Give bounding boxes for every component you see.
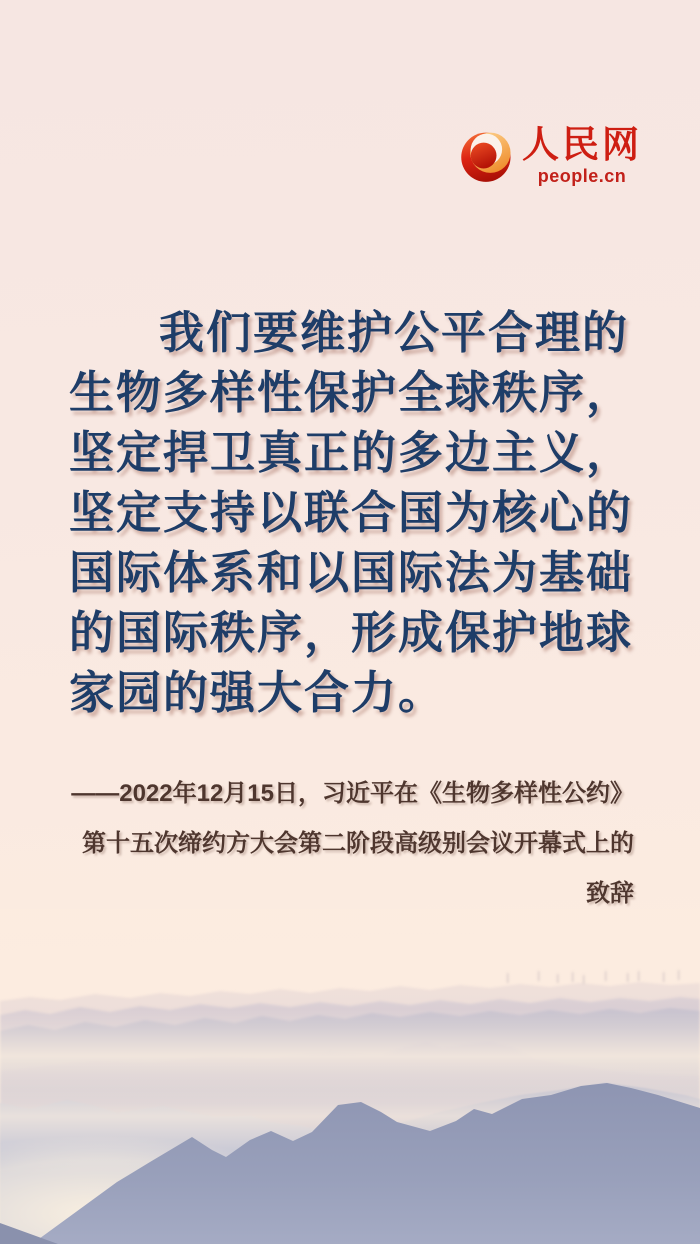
quote-line: 生物多样性保护全球秩序， (69, 367, 634, 418)
attribution-line: 第十五次缔约方大会第二阶段高级别会议开幕式上的 (82, 830, 634, 857)
peoplecn-logo-text (522, 125, 642, 186)
peoplecn-logo (459, 124, 642, 186)
quote-line: 国际体系和以国际法为基础 (69, 547, 634, 598)
peoplecn-brand-en: people.cn (537, 165, 627, 186)
quote-line: 坚定支持以联合国为核心的 (69, 487, 634, 538)
attribution-line: 致辞 (586, 880, 634, 907)
quote-text-block (69, 303, 635, 723)
attribution-line: ——2022年12月15日，习近平在《生物多样性公约》 (71, 780, 634, 807)
peoplecn-brand-cn: 人民网 (522, 123, 642, 165)
quote-attribution (66, 769, 634, 919)
quote-line: 我们要维护公平合理的 (159, 307, 630, 358)
quote-line: 的国际秩序，形成保护地球 (69, 607, 634, 658)
peoplecn-swoosh-icon (459, 124, 515, 186)
mountain-landscape (0, 909, 700, 1244)
quote-line: 家园的强大合力。 (69, 667, 446, 718)
quote-line: 坚定捍卫真正的多边主义， (69, 427, 634, 478)
